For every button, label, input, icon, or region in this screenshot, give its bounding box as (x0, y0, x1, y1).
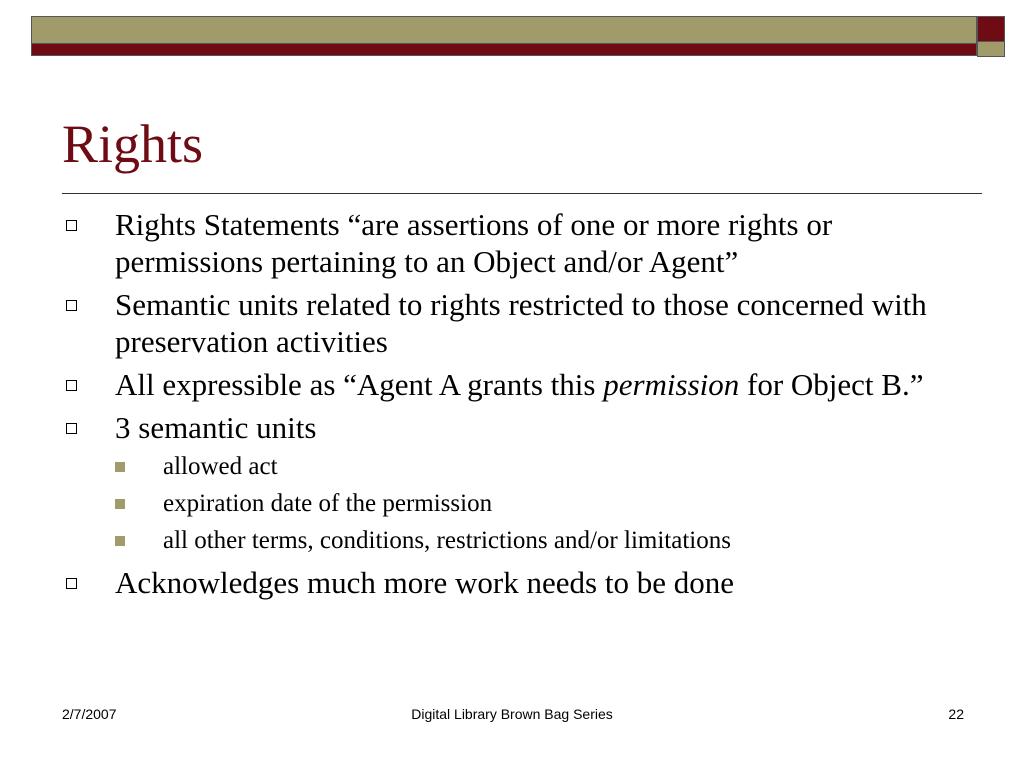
bullet-acknowledges-more-work (64, 564, 944, 601)
bullet-rights-statements (64, 206, 944, 280)
sub-bullet-text: allowed act (163, 453, 278, 480)
footer-series-title: Digital Library Brown Bag Series (411, 706, 613, 722)
bullet-semantic-units-related (64, 286, 944, 360)
bullet-three-semantic-units (64, 409, 944, 446)
hollow-square-bullet-icon (66, 578, 77, 589)
filled-square-bullet-icon (115, 499, 125, 509)
bullet-text: All expressible as “Agent A grants this (115, 367, 604, 402)
header-band (31, 16, 977, 56)
bullet-text: Rights Statements “are assertions of one or more rights or permissions pertaining to an Object and/or Agent” (115, 207, 833, 279)
sub-bullet-expiration-date (64, 489, 944, 519)
bullet-text-continued: for Object B.” (739, 367, 924, 402)
filled-square-bullet-icon (115, 536, 125, 546)
slide-title: Rights (62, 114, 204, 174)
header-band-olive-stripe (32, 17, 976, 44)
bullet-text: Semantic units related to rights restricted to those concerned with preservation activities (115, 287, 927, 359)
bullet-emphasis: permission (603, 367, 740, 402)
sub-bullet-allowed-act (64, 452, 944, 482)
sub-bullet-other-terms (64, 526, 944, 556)
slide-body (64, 206, 944, 607)
bullet-all-expressible (64, 366, 944, 403)
hollow-square-bullet-icon (66, 423, 77, 434)
sub-bullet-text: all other terms, conditions, restrictions and/or limitations (163, 527, 731, 554)
title-divider (62, 193, 982, 194)
footer-page-number: 22 (948, 706, 964, 722)
header-corner-olive-square (977, 41, 1005, 57)
bullet-text: 3 semantic units (115, 410, 317, 445)
sub-bullet-text: expiration date of the permission (163, 490, 493, 517)
filled-square-bullet-icon (115, 462, 125, 472)
footer-date: 2/7/2007 (62, 706, 117, 722)
hollow-square-bullet-icon (66, 300, 77, 311)
hollow-square-bullet-icon (66, 380, 77, 391)
hollow-square-bullet-icon (66, 220, 77, 231)
header-corner-red-square (977, 16, 1005, 42)
bullet-text: Acknowledges much more work needs to be done (115, 565, 734, 600)
